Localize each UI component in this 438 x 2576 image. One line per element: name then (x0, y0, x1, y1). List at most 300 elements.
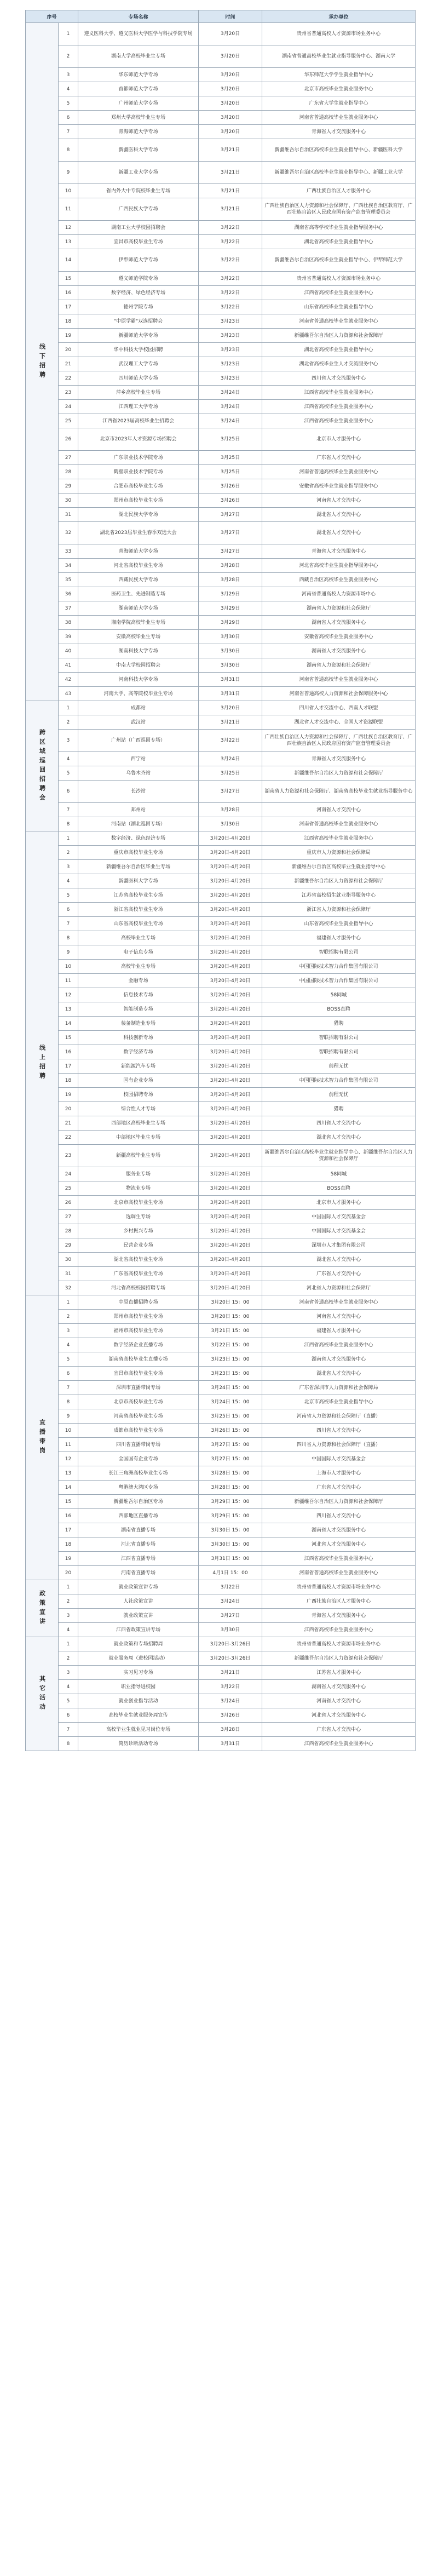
row-number: 26 (59, 1196, 78, 1210)
table-row (26, 272, 416, 286)
session-time: 3月30日 15：00 (199, 1537, 262, 1552)
row-number: 9 (59, 162, 78, 184)
session-time: 3月20日-4月20日 (199, 874, 262, 888)
row-number: 3 (59, 860, 78, 874)
organizer: 智联招聘有限公司 (262, 945, 416, 960)
table-row (26, 874, 416, 888)
row-number: 11 (59, 198, 78, 221)
table-row (26, 1509, 416, 1523)
row-number: 11 (59, 974, 78, 988)
organizer: 河南省普通高校毕业生就业服务中心 (262, 1566, 416, 1580)
session-name: 郑州市高校毕业生专场 (78, 494, 199, 508)
organizer: 青海省人才交流服务中心 (262, 544, 416, 559)
table-row (26, 587, 416, 601)
table-row (26, 68, 416, 82)
session-time: 3月23日 (199, 314, 262, 329)
session-time: 3月22日 (199, 1580, 262, 1594)
organizer: 中国国际技术智力合作集团有限公司 (262, 960, 416, 974)
row-number: 32 (59, 522, 78, 544)
row-number: 18 (59, 1537, 78, 1552)
organizer: 湖南省人才交流服务中心 (262, 616, 416, 630)
session-time: 3月24日 (199, 752, 262, 766)
table-row (26, 249, 416, 272)
organizer: 河南省普通高校毕业生就业服务中心 (262, 111, 416, 125)
organizer: 北京市人才服务中心 (262, 428, 416, 451)
organizer: 青海省人才交流服务中心 (262, 125, 416, 139)
table-row (26, 1253, 416, 1267)
session-name: 新疆维吾尔自治区毕业生专场 (78, 860, 199, 874)
row-number: 39 (59, 630, 78, 644)
row-number: 3 (59, 1324, 78, 1338)
table-row (26, 1352, 416, 1367)
table-row (26, 221, 416, 235)
organizer: 湖南省高等学校毕业生就业指导服务中心 (262, 221, 416, 235)
table-row (26, 831, 416, 846)
table-row (26, 139, 416, 162)
row-number: 25 (59, 1181, 78, 1196)
table-row (26, 917, 416, 931)
session-time: 3月25日 (199, 766, 262, 781)
organizer: 新疆维吾尔自治区人力资源和社会保障厅 (262, 874, 416, 888)
row-number: 12 (59, 988, 78, 1002)
row-number: 20 (59, 1566, 78, 1580)
session-name: 校园招聘专场 (78, 1088, 199, 1102)
session-name: 数字经济、绿色经济专场 (78, 286, 199, 300)
table-row (26, 1310, 416, 1324)
session-name: 医药卫生、先进制造专场 (78, 587, 199, 601)
organizer: BOSS直聘 (262, 1181, 416, 1196)
category-cell: 线上招聘 (26, 831, 59, 1295)
row-number: 6 (59, 111, 78, 125)
table-row (26, 1566, 416, 1580)
row-number: 24 (59, 1167, 78, 1181)
table-row (26, 1537, 416, 1552)
table-row (26, 1495, 416, 1509)
session-time: 3月20日 (199, 45, 262, 68)
row-number: 6 (59, 1367, 78, 1381)
organizer: 河北省人力资源和社会保障厅 (262, 1281, 416, 1295)
organizer: 贵州省普通高校人才资源市场业务中心 (262, 23, 416, 45)
organizer: 江西省高校毕业生就业服务中心 (262, 400, 416, 414)
table-row (26, 1238, 416, 1253)
organizer: 湖南省人力资源和社会保障厅 (262, 601, 416, 616)
row-number: 17 (59, 300, 78, 314)
session-time: 3月20日-4月20日 (199, 931, 262, 945)
session-name: 中原直播招聘专场 (78, 1295, 199, 1310)
table-row (26, 766, 416, 781)
session-time: 3月20日-4月20日 (199, 860, 262, 874)
session-name: 德州学院专场 (78, 300, 199, 314)
row-number: 1 (59, 1637, 78, 1651)
table-row (26, 329, 416, 343)
row-number: 38 (59, 616, 78, 630)
session-name: 河北省高校校园招聘专场 (78, 1281, 199, 1295)
session-time: 3月27日 (199, 544, 262, 559)
session-time: 3月20日-4月20日 (199, 1045, 262, 1059)
table-row (26, 1324, 416, 1338)
session-time: 3月20日-4月20日 (199, 1102, 262, 1116)
organizer: 新疆维吾尔自治区高校毕业生就业指导中心、新疆工业大学 (262, 162, 416, 184)
row-number: 36 (59, 587, 78, 601)
table-row (26, 1167, 416, 1181)
session-name: 装备制造业专场 (78, 1017, 199, 1031)
session-name: 民营企业专场 (78, 1238, 199, 1253)
organizer: 广东省大学生就业指导中心 (262, 96, 416, 111)
row-number: 14 (59, 1017, 78, 1031)
session-name: 西部地区高校毕业生专场 (78, 1116, 199, 1131)
table-row (26, 1131, 416, 1145)
organizer: 河南省普通高校毕业生就业服务中心 (262, 817, 416, 831)
session-time: 3月22日 (199, 249, 262, 272)
table-row (26, 300, 416, 314)
organizer: 青海省人才交流服务中心 (262, 752, 416, 766)
row-number: 25 (59, 414, 78, 428)
category-cell: 其它活动 (26, 1637, 59, 1751)
table-row (26, 687, 416, 701)
row-number: 4 (59, 874, 78, 888)
session-time: 3月21日 (199, 1666, 262, 1680)
organizer: 中国国际人才交流基金会 (262, 1224, 416, 1238)
session-time: 3月21日 15：00 (199, 1324, 262, 1338)
session-time: 3月28日 15：00 (199, 1481, 262, 1495)
organizer: 江西省高校毕业生就业服务中心 (262, 1552, 416, 1566)
row-number: 34 (59, 559, 78, 573)
session-name: 全国国有企业专场 (78, 1452, 199, 1466)
schedule-table (25, 10, 416, 1751)
session-time: 3月20日-4月20日 (199, 1116, 262, 1131)
table-row (26, 1267, 416, 1281)
table-row (26, 386, 416, 400)
table-row (26, 1017, 416, 1031)
session-time: 3月20日-4月20日 (199, 1267, 262, 1281)
organizer: 广西壮族自治区人力资源和社会保障厅、广西壮族自治区教育厅、广西壮族自治区人民政府国有资产监督管理委员会 (262, 730, 416, 752)
row-number: 5 (59, 96, 78, 111)
organizer: 北京市人才服务中心 (262, 1196, 416, 1210)
table-row (26, 1466, 416, 1481)
session-name: 江西省政策宣讲专场 (78, 1623, 199, 1637)
session-time: 3月30日 (199, 817, 262, 831)
session-name: 新疆高校毕业生专场 (78, 1145, 199, 1167)
session-name: 数字经济专场 (78, 1045, 199, 1059)
row-number: 2 (59, 1651, 78, 1666)
session-time: 3月23日 (199, 371, 262, 386)
session-time: 3月20日 15：00 (199, 1295, 262, 1310)
row-number: 3 (59, 1666, 78, 1680)
session-time: 3月27日 15：00 (199, 1438, 262, 1452)
session-name: 就业政策宣讲专场 (78, 1580, 199, 1594)
organizer: 猎聘 (262, 1102, 416, 1116)
row-number: 15 (59, 1495, 78, 1509)
table-row (26, 1102, 416, 1116)
session-time: 3月22日 (199, 286, 262, 300)
table-row (26, 1281, 416, 1295)
row-number: 30 (59, 1253, 78, 1267)
session-name: 湖南工业大学校园招聘会 (78, 221, 199, 235)
table-row (26, 1181, 416, 1196)
session-time: 3月25日 (199, 465, 262, 479)
row-number: 4 (59, 82, 78, 96)
session-name: 江西省2023届高校毕业生招聘会 (78, 414, 199, 428)
session-name: 遵义师范学院专场 (78, 272, 199, 286)
table-row (26, 508, 416, 522)
organizer: 上海市人才服务中心 (262, 1466, 416, 1481)
session-time: 3月30日 (199, 644, 262, 658)
organizer: 中国国际人才交流基金会 (262, 1452, 416, 1466)
row-number: 13 (59, 1002, 78, 1017)
session-time: 3月31日 (199, 1737, 262, 1751)
session-name: 武汉站 (78, 715, 199, 730)
session-time: 3月20日-4月20日 (199, 846, 262, 860)
row-number: 28 (59, 1224, 78, 1238)
organizer: BOSS直聘 (262, 1002, 416, 1017)
row-number: 2 (59, 45, 78, 68)
table-row (26, 479, 416, 494)
session-time: 3月22日 (199, 1680, 262, 1694)
organizer: 58同城 (262, 1167, 416, 1181)
table-row (26, 1666, 416, 1680)
session-time: 3月29日 (199, 616, 262, 630)
organizer: 北京市高校毕业生就业指导中心 (262, 1395, 416, 1409)
organizer: 新疆维吾尔自治区人力资源和社会保障厅 (262, 329, 416, 343)
row-number: 2 (59, 1594, 78, 1609)
session-name: 数字经济、绿色经济专场 (78, 831, 199, 846)
table-row (26, 1737, 416, 1751)
session-name: 湖南省直播专场 (78, 1523, 199, 1537)
organizer: 广西壮族自治区人才服务中心 (262, 184, 416, 198)
session-name: 简历诊断活动专场 (78, 1737, 199, 1751)
table-body (26, 23, 416, 1751)
row-number: 10 (59, 184, 78, 198)
row-number: 30 (59, 494, 78, 508)
session-name: 湖北省2023届毕业生春季双选大会 (78, 522, 199, 544)
session-time: 3月24日 (199, 386, 262, 400)
session-name: 伊犁师范大学专场 (78, 249, 199, 272)
organizer: 江西省高校毕业生就业服务中心 (262, 286, 416, 300)
session-time: 3月20日-4月20日 (199, 903, 262, 917)
session-name: 长江三角洲高校毕业生专场 (78, 1466, 199, 1481)
session-name: 信息技术专场 (78, 988, 199, 1002)
row-number: 6 (59, 781, 78, 803)
organizer: 四川省人才交流中心 (262, 1509, 416, 1523)
session-time: 3月26日 (199, 479, 262, 494)
session-name: 成都市高校毕业生专场 (78, 1424, 199, 1438)
row-number: 4 (59, 752, 78, 766)
session-time: 3月25日 15：00 (199, 1409, 262, 1424)
session-name: 广东省高校毕业生专场 (78, 1267, 199, 1281)
session-name: "中原学霸"双选招聘会 (78, 314, 199, 329)
session-time: 3月27日 (199, 781, 262, 803)
session-name: 河南省直播专场 (78, 1566, 199, 1580)
session-time: 3月20日-4月20日 (199, 1181, 262, 1196)
organizer: 前程无忧 (262, 1059, 416, 1074)
table-row (26, 988, 416, 1002)
session-time: 3月20日-4月20日 (199, 1238, 262, 1253)
row-number: 9 (59, 1409, 78, 1424)
table-row (26, 931, 416, 945)
session-name: 高校毕业生就业见习岗位专场 (78, 1723, 199, 1737)
row-number: 5 (59, 1694, 78, 1708)
row-number: 10 (59, 1424, 78, 1438)
session-time: 3月27日 (199, 508, 262, 522)
row-number: 8 (59, 1737, 78, 1751)
table-row (26, 45, 416, 68)
row-number: 5 (59, 888, 78, 903)
session-name: 合肥市高校毕业生专场 (78, 479, 199, 494)
table-row (26, 1395, 416, 1409)
session-time: 3月21日 (199, 715, 262, 730)
row-number: 14 (59, 249, 78, 272)
row-number: 14 (59, 1481, 78, 1495)
session-name: 科技创新专场 (78, 1031, 199, 1045)
session-time: 3月23日 15：00 (199, 1367, 262, 1381)
organizer: 湖南省人才交流服务中心 (262, 1523, 416, 1537)
row-number: 4 (59, 1680, 78, 1694)
session-name: 郑州大学高校毕业生专场 (78, 111, 199, 125)
session-name: 新能源汽车专场 (78, 1059, 199, 1074)
session-name: 河南大学、高等院校毕业生专场 (78, 687, 199, 701)
table-row (26, 1452, 416, 1466)
organizer: 深圳市人才集团有限公司 (262, 1238, 416, 1253)
table-row (26, 1295, 416, 1310)
organizer: 浙江省人力资源和社会保障厅 (262, 903, 416, 917)
table-row (26, 1196, 416, 1210)
session-name: 遵义医科大学、遵义医科大学医学与科技学院专场 (78, 23, 199, 45)
organizer: 广东省人才交流中心 (262, 1481, 416, 1495)
organizer: 河南省普通高校毕业生就业服务中心 (262, 465, 416, 479)
session-name: 高校毕业生就业服务周宣传 (78, 1708, 199, 1723)
session-time: 3月20日-4月20日 (199, 988, 262, 1002)
session-name: 乡村振兴专场 (78, 1224, 199, 1238)
organizer: 江西省高校毕业生就业服务中心 (262, 1338, 416, 1352)
session-name: 浙江省高校毕业生专场 (78, 903, 199, 917)
session-time: 3月27日 15：00 (199, 1452, 262, 1466)
row-number: 5 (59, 1352, 78, 1367)
organizer: 湖南省人力资源和社会保障厅 (262, 658, 416, 673)
row-number: 1 (59, 831, 78, 846)
organizer: 湖南省人才交流服务中心 (262, 1680, 416, 1694)
table-row (26, 1031, 416, 1045)
table-row (26, 752, 416, 766)
session-name: 湘南学院高校毕业生专场 (78, 616, 199, 630)
table-row (26, 644, 416, 658)
organizer: 新疆维吾尔自治区人力资源和社会保障厅 (262, 1495, 416, 1509)
session-name: 宜昌市高校毕业生专场 (78, 1367, 199, 1381)
row-number: 4 (59, 1338, 78, 1352)
session-name: 河北省高校毕业生专场 (78, 559, 199, 573)
session-time: 3月20日-4月20日 (199, 1074, 262, 1088)
organizer: 湖南省人力资源和社会保障厅、湖南省高校毕业生就业指导服务中心 (262, 781, 416, 803)
row-number: 5 (59, 766, 78, 781)
row-number: 20 (59, 343, 78, 357)
row-number: 41 (59, 658, 78, 673)
session-time: 3月30日 15：00 (199, 1523, 262, 1537)
row-number: 43 (59, 687, 78, 701)
row-number: 8 (59, 1395, 78, 1409)
organizer: 广西壮族自治区人才服务中心 (262, 1594, 416, 1609)
session-time: 3月20日-4月20日 (199, 1059, 262, 1074)
row-number: 7 (59, 125, 78, 139)
row-number: 15 (59, 272, 78, 286)
organizer: 新疆维吾尔自治区人力资源和社会保障厅 (262, 766, 416, 781)
session-time: 3月23日 (199, 343, 262, 357)
session-time: 3月28日 (199, 1723, 262, 1737)
session-name: 重庆市高校毕业生专场 (78, 846, 199, 860)
row-number: 2 (59, 1310, 78, 1324)
session-time: 3月22日 (199, 221, 262, 235)
session-name: 电子信息专场 (78, 945, 199, 960)
organizer: 中国国际技术智力合作集团有限公司 (262, 974, 416, 988)
session-name: 湖北民族大学专场 (78, 508, 199, 522)
table-row (26, 343, 416, 357)
table-row (26, 1580, 416, 1594)
session-time: 3月26日 (199, 494, 262, 508)
organizer: 江苏省人才服务中心 (262, 1666, 416, 1680)
table-row (26, 1623, 416, 1637)
row-number: 8 (59, 139, 78, 162)
session-name: 数字经济企业直播专场 (78, 1338, 199, 1352)
organizer: 福建省人才服务中心 (262, 1324, 416, 1338)
row-number: 33 (59, 544, 78, 559)
session-name: 高校毕业生专场 (78, 931, 199, 945)
session-time: 3月28日 (199, 573, 262, 587)
table-row (26, 1224, 416, 1238)
row-number: 12 (59, 1452, 78, 1466)
organizer: 河南省人力资源和社会保障厅（直播） (262, 1409, 416, 1424)
table-row (26, 1059, 416, 1074)
table-row (26, 1523, 416, 1537)
header-category: 序号 (26, 10, 78, 23)
session-name: 智能制造专场 (78, 1002, 199, 1017)
table-row (26, 1651, 416, 1666)
organizer: 湖南省普通高校毕业生就业指导服务中心、湖南大学 (262, 45, 416, 68)
organizer: 湖北省高校毕业生就业指导中心 (262, 343, 416, 357)
organizer: 智联招聘有限公司 (262, 1031, 416, 1045)
row-number: 23 (59, 386, 78, 400)
organizer: 四川省人力资源和社会保障厅（直播） (262, 1438, 416, 1452)
session-time: 3月30日 (199, 630, 262, 644)
organizer: 贵州省普通高校人才资源市场业务中心 (262, 1637, 416, 1651)
session-time: 3月20日 (199, 68, 262, 82)
organizer: 湖北省人才交流中心 (262, 522, 416, 544)
organizer: 湖北省高校毕业生就业指导中心 (262, 235, 416, 249)
table-row (26, 1424, 416, 1438)
session-time: 3月20日-4月20日 (199, 831, 262, 846)
row-number: 16 (59, 286, 78, 300)
organizer: 河南省人才交流中心 (262, 494, 416, 508)
row-number: 7 (59, 1381, 78, 1395)
row-number: 13 (59, 1466, 78, 1481)
organizer: 广东省人才交流中心 (262, 1723, 416, 1737)
table-row (26, 198, 416, 221)
row-number: 8 (59, 817, 78, 831)
organizer: 湖北省人才交流中心 (262, 1253, 416, 1267)
session-time: 3月20日 (199, 96, 262, 111)
table-row (26, 1088, 416, 1102)
table-row (26, 559, 416, 573)
organizer: 四川省人才交流中心 (262, 1424, 416, 1438)
row-number: 1 (59, 701, 78, 715)
session-time: 3月29日 15：00 (199, 1509, 262, 1523)
session-time: 3月21日 (199, 198, 262, 221)
table-row (26, 162, 416, 184)
session-name: 职业指导进校园 (78, 1680, 199, 1694)
session-time: 3月28日 15：00 (199, 1466, 262, 1481)
row-number: 6 (59, 1708, 78, 1723)
session-name: 北京市高校毕业生专场 (78, 1395, 199, 1409)
table-row (26, 465, 416, 479)
session-time: 3月23日 (199, 357, 262, 371)
session-time: 3月31日 15：00 (199, 1552, 262, 1566)
